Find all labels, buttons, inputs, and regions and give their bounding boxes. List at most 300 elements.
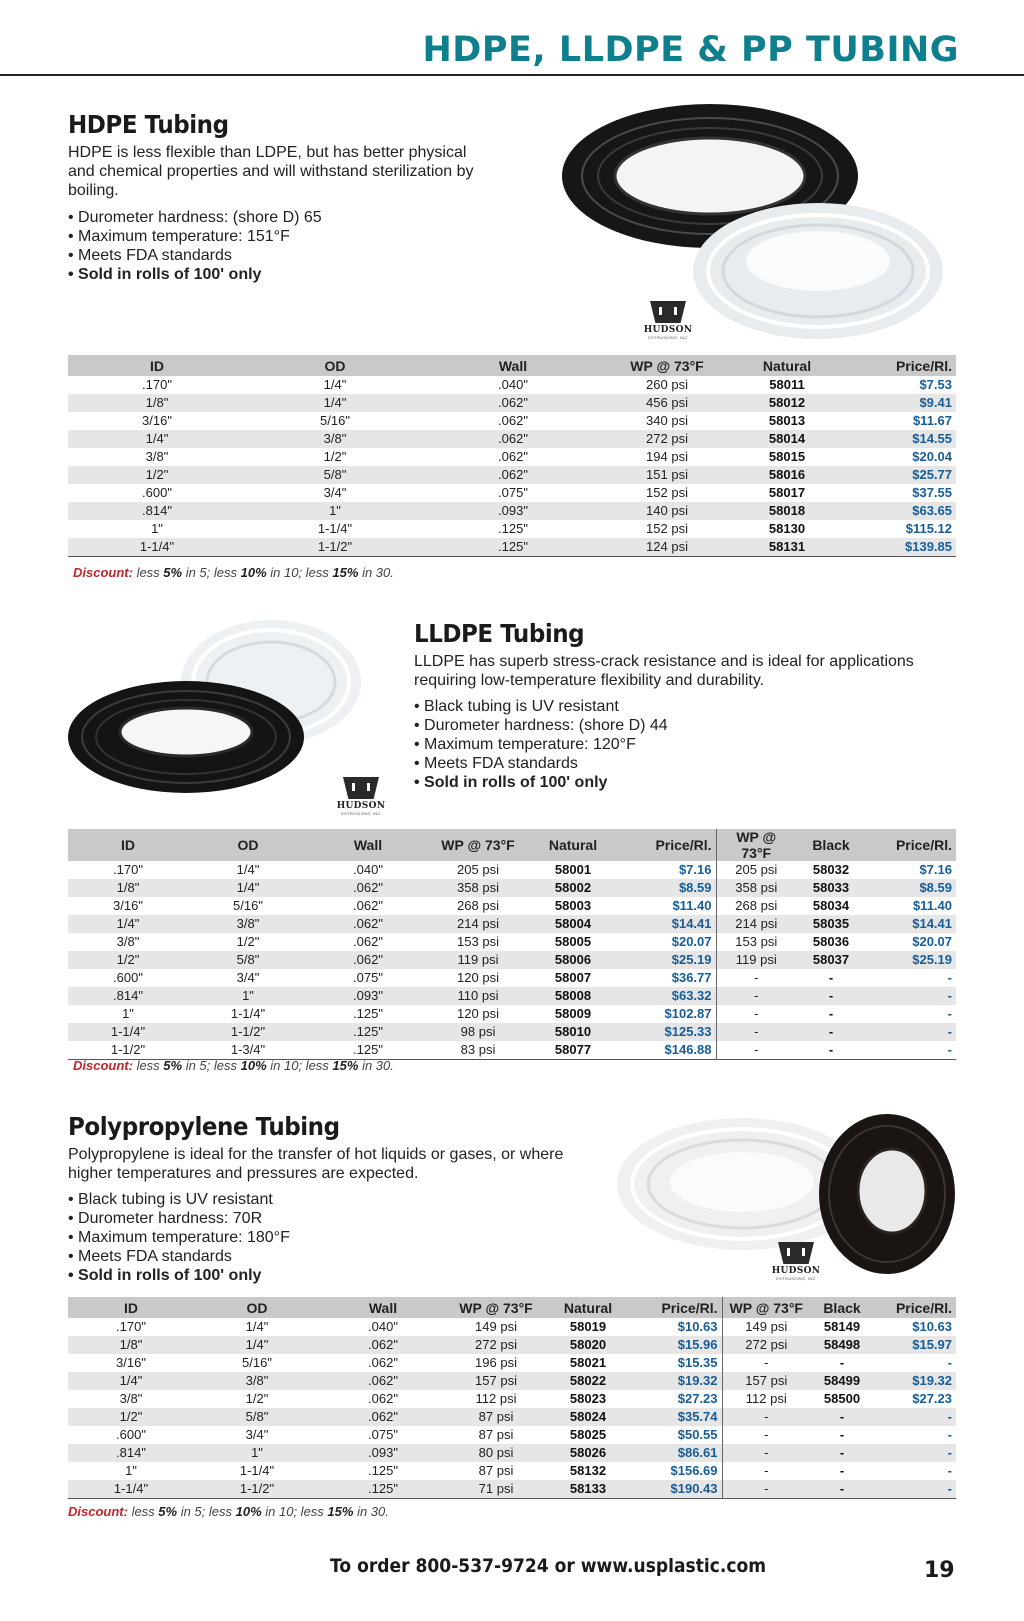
feature-item: • Maximum temperature: 180°F xyxy=(68,1228,468,1247)
column-header: ID xyxy=(68,355,246,376)
part-number-cell: - xyxy=(839,1355,845,1370)
price-cell: $25.77 xyxy=(842,466,956,484)
price-cell: $15.35 xyxy=(677,1355,718,1370)
part-number-cell: 58004 xyxy=(528,915,618,933)
table-row xyxy=(68,430,956,448)
table-cell: 1/8" xyxy=(68,879,188,897)
feature-item: • Durometer hardness: (shore D) 44 xyxy=(414,716,814,735)
table-cell: .075" xyxy=(353,970,383,985)
table-cell: .093" xyxy=(424,502,602,520)
price-cell: $11.40 xyxy=(912,898,952,913)
table-row xyxy=(68,1023,956,1041)
table-cell: 260 psi xyxy=(646,377,688,392)
table-cell: 1" xyxy=(188,987,308,1005)
column-header: Natural xyxy=(546,1297,630,1318)
part-number-cell: 58015 xyxy=(768,449,806,464)
column-header: WP @ 73°F xyxy=(446,1297,546,1318)
column-header: Black xyxy=(810,1297,874,1318)
price-cell: $15.96 xyxy=(630,1336,722,1354)
table-cell: .093" xyxy=(320,1444,446,1462)
table-cell: 1/2" xyxy=(68,466,246,484)
table-cell: 1" xyxy=(194,1444,320,1462)
table-cell: .125" xyxy=(498,521,528,536)
lldpe-spec-table xyxy=(68,829,956,1060)
price-cell: $50.55 xyxy=(677,1427,718,1442)
table-row xyxy=(68,879,956,897)
price-cell: $14.55 xyxy=(842,430,956,448)
price-cell: $20.04 xyxy=(912,449,952,464)
table-cell: 194 psi xyxy=(646,449,688,464)
table-cell: 272 psi xyxy=(602,430,732,448)
table-cell: 3/4" xyxy=(236,970,260,985)
table-row xyxy=(68,520,956,538)
price-cell: $20.07 xyxy=(671,934,712,949)
table-cell: 5/16" xyxy=(320,413,350,428)
feature-list xyxy=(414,697,814,792)
price-cell: $63.65 xyxy=(842,502,956,520)
hudson-logo-icon xyxy=(650,301,686,323)
table-header-row xyxy=(68,829,956,861)
table-cell: .040" xyxy=(368,1319,398,1334)
table-cell: .062" xyxy=(424,430,602,448)
discount-percent: 10% xyxy=(235,1504,262,1519)
discount-label: Discount: xyxy=(73,1058,133,1073)
price-cell: $7.53 xyxy=(919,377,952,392)
discount-text: less xyxy=(127,1504,159,1519)
part-number-cell: - xyxy=(796,987,866,1005)
table-cell: 83 psi xyxy=(428,1041,528,1060)
table-cell: .125" xyxy=(308,1023,428,1041)
discount-percent: 5% xyxy=(163,1058,183,1073)
table-cell: .062" xyxy=(308,951,428,969)
table-cell: .040" xyxy=(353,862,383,877)
part-number-cell: 58009 xyxy=(554,1006,592,1021)
part-number-cell: - xyxy=(810,1444,874,1462)
feature-item: • Maximum temperature: 120°F xyxy=(414,735,814,754)
table-cell: 152 psi xyxy=(646,521,688,536)
price-cell: $10.63 xyxy=(912,1319,952,1334)
feature-item: • Black tubing is UV resistant xyxy=(68,1190,468,1209)
column-header: Black xyxy=(796,829,866,861)
part-number-cell: 58036 xyxy=(812,934,850,949)
column-header: OD xyxy=(194,1297,320,1318)
table-cell: 3/8" xyxy=(246,430,424,448)
price-cell: $63.32 xyxy=(618,987,716,1005)
feature-list xyxy=(68,208,488,284)
table-cell: 87 psi xyxy=(478,1463,514,1478)
price-cell: $11.40 xyxy=(672,898,712,913)
table-cell: 71 psi xyxy=(446,1480,546,1499)
feature-item: • Meets FDA standards xyxy=(414,754,814,773)
price-cell: - xyxy=(947,1006,952,1021)
table-cell: 87 psi xyxy=(478,1427,514,1442)
feature-item: • Meets FDA standards xyxy=(68,246,488,265)
table-row xyxy=(68,1408,956,1426)
discount-percent: 15% xyxy=(332,1058,359,1073)
part-number-cell: 58008 xyxy=(528,987,618,1005)
table-cell: .062" xyxy=(353,898,383,913)
price-cell: $156.69 xyxy=(670,1463,718,1478)
price-cell: $15.97 xyxy=(874,1336,956,1354)
part-number-cell: 58131 xyxy=(732,538,842,557)
table-cell: .062" xyxy=(308,915,428,933)
price-cell: $7.16 xyxy=(678,862,712,877)
part-number-cell: 58026 xyxy=(546,1444,630,1462)
table-cell: .600" xyxy=(116,1427,146,1442)
table-cell: .814" xyxy=(68,1444,194,1462)
table-cell: 272 psi xyxy=(722,1336,810,1354)
table-cell: 120 psi xyxy=(457,970,499,985)
table-cell: 1-1/2" xyxy=(194,1480,320,1499)
part-number-cell: 58013 xyxy=(768,413,806,428)
logo-subtitle: EXTRUSIONS, INC xyxy=(648,335,688,340)
part-number-cell: 58020 xyxy=(546,1336,630,1354)
discount-note xyxy=(73,1058,394,1073)
part-number-cell: 58016 xyxy=(732,466,842,484)
table-cell: .062" xyxy=(368,1391,398,1406)
table-row xyxy=(68,951,956,969)
logo-name: HUDSON xyxy=(771,1266,821,1276)
price-cell: $146.88 xyxy=(618,1041,716,1060)
part-number-cell: 58010 xyxy=(528,1023,618,1041)
table-cell: 5/8" xyxy=(194,1408,320,1426)
column-header: Wall xyxy=(308,829,428,861)
price-cell: $9.41 xyxy=(842,394,956,412)
feature-item: • Black tubing is UV resistant xyxy=(414,697,814,716)
column-header: Price/Rl. xyxy=(842,355,956,376)
price-cell: - xyxy=(874,1480,956,1499)
part-number-cell: 58019 xyxy=(569,1319,607,1334)
table-cell: 196 psi xyxy=(475,1355,517,1370)
table-cell: - xyxy=(716,1041,796,1060)
column-header: Natural xyxy=(528,829,618,861)
discount-percent: 5% xyxy=(163,565,183,580)
table-cell: 110 psi xyxy=(428,987,528,1005)
table-cell: 1/2" xyxy=(68,951,188,969)
table-cell: 1/4" xyxy=(68,430,246,448)
table-cell: .062" xyxy=(424,394,602,412)
feature-item: • Meets FDA standards xyxy=(68,1247,468,1266)
discount-label: Discount: xyxy=(68,1504,128,1519)
table-cell: 1-1/4" xyxy=(317,521,353,536)
table-cell: 1/8" xyxy=(68,394,246,412)
part-number-cell: 58001 xyxy=(554,862,592,877)
part-number-cell: - xyxy=(828,1006,834,1021)
table-cell: 1" xyxy=(122,1006,134,1021)
table-cell: 1/4" xyxy=(194,1336,320,1354)
table-row xyxy=(68,861,956,879)
table-cell: .170" xyxy=(116,1319,146,1334)
table-row xyxy=(68,1426,956,1444)
section-description: Polypropylene is ideal for the transfer of hot liquids or gases, or where higher temperatures and pressures are expected. xyxy=(68,1146,564,1182)
price-cell: $8.59 xyxy=(866,879,956,897)
table-cell: 1-1/2" xyxy=(188,1023,308,1041)
price-cell: $36.77 xyxy=(671,970,712,985)
table-cell: 1-3/4" xyxy=(188,1041,308,1060)
table-cell: 456 psi xyxy=(602,394,732,412)
hudson-logo xyxy=(640,301,696,340)
table-cell: 1/4" xyxy=(236,862,260,877)
table-cell: .062" xyxy=(498,413,528,428)
logo-subtitle: EXTRUSIONS, INC xyxy=(776,1276,816,1281)
column-header: WP @ 73°F xyxy=(602,355,732,376)
table-cell: .062" xyxy=(320,1336,446,1354)
part-number-cell: 58002 xyxy=(528,879,618,897)
discount-percent: 5% xyxy=(158,1504,178,1519)
price-cell: - xyxy=(866,1041,956,1060)
table-row xyxy=(68,1318,956,1336)
feature-list xyxy=(68,1190,468,1285)
table-body xyxy=(68,1318,956,1499)
table-cell: 358 psi xyxy=(428,879,528,897)
table-cell: 1/2" xyxy=(245,1391,269,1406)
discount-label: Discount: xyxy=(73,565,133,580)
table-row xyxy=(68,1480,956,1499)
table-cell: 268 psi xyxy=(457,898,499,913)
part-number-cell: 58018 xyxy=(732,502,842,520)
table-cell: 205 psi xyxy=(457,862,499,877)
table-cell: 5/16" xyxy=(242,1355,272,1370)
table-cell: 205 psi xyxy=(716,861,796,879)
logo-name: HUDSON xyxy=(336,801,386,811)
table-cell: .600" xyxy=(142,485,172,500)
table-cell: .814" xyxy=(68,502,246,520)
column-header: Price/Rl. xyxy=(618,829,716,861)
table-cell: 1/2" xyxy=(323,449,347,464)
table-row xyxy=(68,448,956,466)
table-row xyxy=(68,1444,956,1462)
part-number-cell: - xyxy=(810,1408,874,1426)
table-cell: 3/8" xyxy=(145,449,169,464)
table-cell: 120 psi xyxy=(457,1006,499,1021)
hudson-logo-icon xyxy=(343,777,379,799)
table-cell: 1-1/4" xyxy=(68,1480,194,1499)
table-cell: 5/16" xyxy=(233,898,263,913)
table-row xyxy=(68,1336,956,1354)
table-cell: 152 psi xyxy=(646,485,688,500)
price-cell: $7.16 xyxy=(919,862,952,877)
discount-percent: 10% xyxy=(240,1058,267,1073)
price-cell: - xyxy=(947,970,952,985)
table-row xyxy=(68,1462,956,1480)
table-cell: 157 psi xyxy=(446,1372,546,1390)
table-cell: 1/4" xyxy=(68,1372,194,1390)
discount-text: in 5; less xyxy=(182,1058,241,1073)
price-cell: $102.87 xyxy=(664,1006,712,1021)
table-cell: .093" xyxy=(308,987,428,1005)
table-cell: .125" xyxy=(353,1006,383,1021)
column-header: Price/Rl. xyxy=(874,1297,956,1318)
logo-name: HUDSON xyxy=(643,325,693,335)
table-cell: 1/8" xyxy=(68,1336,194,1354)
part-number-cell: 58012 xyxy=(732,394,842,412)
table-cell: 119 psi xyxy=(716,951,796,969)
feature-item: • Sold in rolls of 100' only xyxy=(68,1266,468,1285)
hdpe-tubing-photo xyxy=(560,96,950,348)
part-number-cell: 58499 xyxy=(810,1372,874,1390)
table-cell: 112 psi xyxy=(722,1390,810,1408)
feature-item: • Sold in rolls of 100' only xyxy=(68,265,488,284)
table-row xyxy=(68,376,956,394)
price-cell: - xyxy=(947,1463,952,1478)
page-number: 19 xyxy=(924,1558,955,1583)
part-number-cell: - xyxy=(828,970,834,985)
table-cell: 3/16" xyxy=(116,1355,146,1370)
table-cell: 1" xyxy=(125,1463,137,1478)
price-cell: $14.41 xyxy=(618,915,716,933)
price-cell: $8.59 xyxy=(618,879,716,897)
table-cell: 1/4" xyxy=(188,879,308,897)
table-cell: 3/8" xyxy=(194,1372,320,1390)
table-cell: .062" xyxy=(353,934,383,949)
table-cell: 1/2" xyxy=(236,934,260,949)
table-cell: 1/4" xyxy=(68,915,188,933)
feature-item: • Maximum temperature: 151°F xyxy=(68,227,488,246)
table-row xyxy=(68,915,956,933)
section-title: LLDPE Tubing xyxy=(414,619,585,648)
price-cell: - xyxy=(874,1408,956,1426)
table-cell: .125" xyxy=(320,1480,446,1499)
table-cell: 214 psi xyxy=(716,915,796,933)
table-cell: - xyxy=(716,969,796,987)
price-cell: $35.74 xyxy=(630,1408,722,1426)
price-cell: $27.23 xyxy=(677,1391,718,1406)
column-header: Natural xyxy=(732,355,842,376)
part-number-cell: 58149 xyxy=(823,1319,861,1334)
discount-percent: 15% xyxy=(332,565,359,580)
part-number-cell: 58003 xyxy=(554,898,592,913)
table-cell: 149 psi xyxy=(475,1319,517,1334)
part-number-cell: 58023 xyxy=(569,1391,607,1406)
table-cell: 340 psi xyxy=(646,413,688,428)
table-cell: 3/8" xyxy=(116,934,140,949)
part-number-cell: 58130 xyxy=(768,521,806,536)
table-row xyxy=(68,466,956,484)
part-number-cell: 58077 xyxy=(528,1041,618,1060)
table-cell: - xyxy=(722,1354,810,1372)
hudson-logo xyxy=(333,777,389,816)
table-cell: - xyxy=(722,1408,810,1426)
table-cell: 1-1/4" xyxy=(239,1463,275,1478)
section-title: HDPE Tubing xyxy=(68,110,229,139)
discount-text: in 10; less xyxy=(266,1058,333,1073)
table-cell: - xyxy=(722,1462,810,1480)
part-number-cell: - xyxy=(839,1463,845,1478)
table-cell: 157 psi xyxy=(722,1372,810,1390)
table-cell: 3/4" xyxy=(245,1427,269,1442)
feature-item: • Durometer hardness: 70R xyxy=(68,1209,468,1228)
part-number-cell: 58021 xyxy=(569,1355,607,1370)
price-cell: $19.32 xyxy=(630,1372,722,1390)
table-cell: 358 psi xyxy=(716,879,796,897)
price-cell: $11.67 xyxy=(912,413,952,428)
table-cell: 5/8" xyxy=(246,466,424,484)
table-cell: 1-1/4" xyxy=(68,538,246,557)
price-cell: $25.19 xyxy=(618,951,716,969)
price-cell: - xyxy=(947,1427,952,1442)
price-cell: - xyxy=(947,1355,952,1370)
price-cell: $10.63 xyxy=(677,1319,718,1334)
column-header: OD xyxy=(188,829,308,861)
table-cell: 80 psi xyxy=(446,1444,546,1462)
discount-note xyxy=(73,565,394,580)
part-number-cell: - xyxy=(796,1041,866,1060)
table-header-row xyxy=(68,1297,956,1318)
part-number-cell: 58032 xyxy=(812,862,850,877)
table-cell: 268 psi xyxy=(716,897,796,915)
logo-subtitle: EXTRUSIONS, INC xyxy=(341,811,381,816)
part-number-cell: 58500 xyxy=(823,1391,861,1406)
table-cell: - xyxy=(716,987,796,1005)
part-number-cell: - xyxy=(796,1023,866,1041)
column-header: WP @ 73°F xyxy=(722,1297,810,1318)
table-cell: .075" xyxy=(368,1427,398,1442)
table-body xyxy=(68,376,956,557)
table-cell: 1-1/4" xyxy=(230,1006,266,1021)
table-cell: 140 psi xyxy=(602,502,732,520)
price-cell: $139.85 xyxy=(842,538,956,557)
table-cell: .125" xyxy=(368,1463,398,1478)
price-cell: - xyxy=(874,1444,956,1462)
table-cell: - xyxy=(716,1005,796,1023)
feature-item: • Durometer hardness: (shore D) 65 xyxy=(68,208,488,227)
table-cell: 151 psi xyxy=(602,466,732,484)
table-cell: 272 psi xyxy=(446,1336,546,1354)
table-cell: 124 psi xyxy=(602,538,732,557)
table-row xyxy=(68,969,956,987)
table-row xyxy=(68,412,956,430)
table-cell: 149 psi xyxy=(722,1318,810,1336)
part-number-cell: - xyxy=(810,1480,874,1499)
column-header: Price/Rl. xyxy=(630,1297,722,1318)
table-cell: .170" xyxy=(113,862,143,877)
discount-text: less xyxy=(132,1058,164,1073)
part-number-cell: 58014 xyxy=(732,430,842,448)
table-cell: .062" xyxy=(424,466,602,484)
table-cell: 1-1/2" xyxy=(68,1041,188,1060)
hudson-logo-icon xyxy=(778,1242,814,1264)
part-number-cell: 58025 xyxy=(569,1427,607,1442)
price-cell: $14.41 xyxy=(866,915,956,933)
part-number-cell: 58033 xyxy=(796,879,866,897)
table-cell: 119 psi xyxy=(428,951,528,969)
discount-percent: 15% xyxy=(327,1504,354,1519)
feature-item: • Sold in rolls of 100' only xyxy=(414,773,814,792)
table-cell: 1-1/2" xyxy=(246,538,424,557)
lldpe-tubing-photo xyxy=(66,612,366,798)
table-cell: 153 psi xyxy=(716,933,796,951)
part-number-cell: 58037 xyxy=(796,951,866,969)
discount-note xyxy=(68,1504,389,1519)
table-cell: .062" xyxy=(320,1372,446,1390)
hdpe-spec-table xyxy=(68,355,956,557)
table-cell: 3/16" xyxy=(113,898,143,913)
column-header: ID xyxy=(68,1297,194,1318)
part-number-cell: 58011 xyxy=(769,377,805,392)
table-cell: - xyxy=(722,1426,810,1444)
table-cell: .125" xyxy=(424,538,602,557)
price-cell: $25.19 xyxy=(866,951,956,969)
order-contact-line: To order 800-537-9724 or www.usplastic.com xyxy=(330,1555,767,1577)
part-number-cell: 58035 xyxy=(796,915,866,933)
section-description: HDPE is less flexible than LDPE, but has better physical and chemical properties and will withstand sterilization by boiling. xyxy=(68,144,474,199)
table-cell: 214 psi xyxy=(428,915,528,933)
pp-spec-table xyxy=(68,1297,956,1499)
table-cell: .062" xyxy=(308,879,428,897)
part-number-cell: 58132 xyxy=(569,1463,607,1478)
table-header-row xyxy=(68,355,956,376)
table-cell: - xyxy=(722,1480,810,1499)
